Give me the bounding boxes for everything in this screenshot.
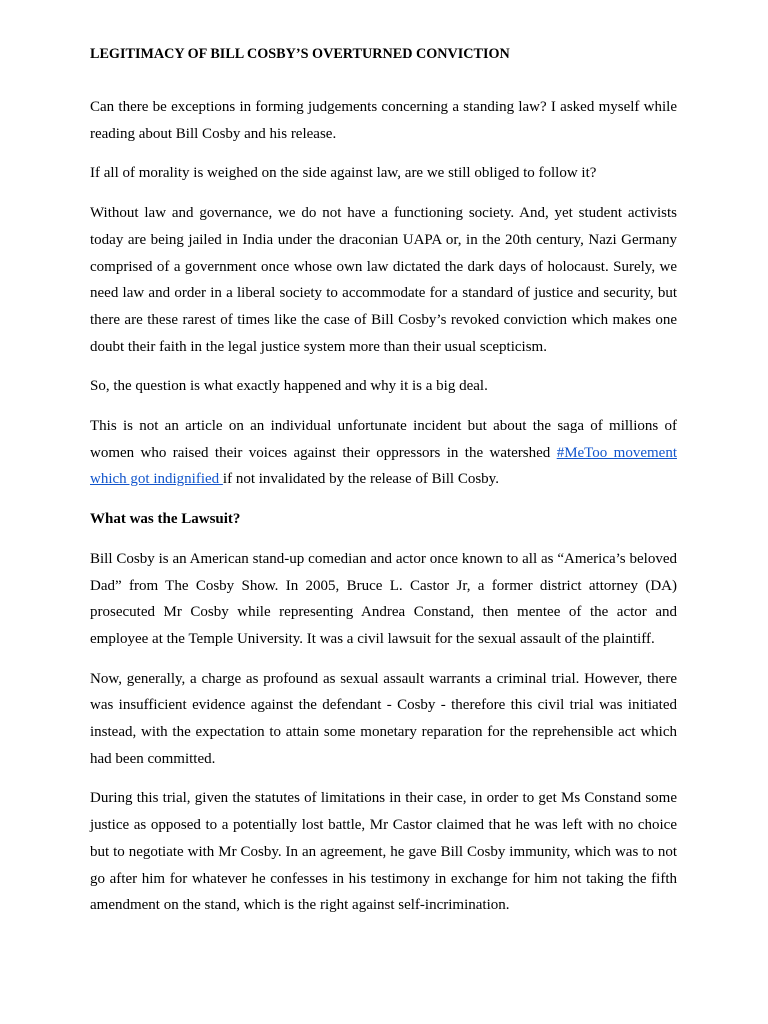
paragraph-metoo-text-before: This is not an article on an individual unfortunate incident but about the saga of millions of women who raised their voices against their oppressors in the watershed xyxy=(90,418,677,461)
document-title: LEGITIMACY OF BILL COSBY’S OVERTURNED CONVICTION xyxy=(90,46,510,62)
spacer xyxy=(90,400,677,413)
spacer xyxy=(90,772,677,785)
spacer xyxy=(90,493,677,506)
paragraph-law-governance: Without law and governance, we do not have a functioning society. And, yet student activists today are being jailed in India under the draconian UAPA or, in the 20th century, Nazi Germany comprised of a government once whose own law dictated the dark days of holocaust. Surely, we need law and order in a liberal society to accommodate for a standard of justice and security, but there are these rarest of times like the case of Bill Cosby’s revoked conviction which makes one doubt their faith in the legal justice system more than their usual scepticism. xyxy=(90,205,677,355)
document-page xyxy=(90,45,677,919)
spacer xyxy=(90,653,677,666)
paragraph-big-deal: So, the question is what exactly happened and why it is a big deal. xyxy=(90,378,488,395)
paragraph-immunity-agreement: During this trial, given the statutes of limitations in their case, in order to get Ms Constand some justice as opposed to a potentially lost battle, Mr Castor claimed that he was left with no choice but to negotiate with Mr Cosby. In an agreement, he gave Bill Cosby immunity, which was to not go after him for whatever he confesses in his testimony in exchange for him not taking the fifth amendment on the stand, which is the right against self-incrimination. xyxy=(90,790,677,914)
spacer xyxy=(90,187,677,200)
metoo-movement-link[interactable]: #MeToo movement which got indignified xyxy=(90,444,677,488)
spacer xyxy=(90,533,677,546)
paragraph-metoo xyxy=(90,413,677,493)
paragraph-civil-trial: Now, generally, a charge as profound as sexual assault warrants a criminal trial. However, there was insufficient evidence against the defendant - Cosby - therefore this civil trial was initiated instead, with the expectation to attain some monetary reparation for the reprehensible act which had been committed. xyxy=(90,670,677,767)
spacer xyxy=(90,147,677,160)
paragraph-intro: Can there be exceptions in forming judgements concerning a standing law? I asked myself while reading about Bill Cosby and his release. xyxy=(90,99,677,142)
paragraph-metoo-text-after: if not invalidated by the release of Bill Cosby. xyxy=(222,471,499,488)
spacer xyxy=(90,63,677,94)
paragraph-cosby-background: Bill Cosby is an American stand-up comedian and actor once known to all as “America’s beloved Dad” from The Cosby Show. In 2005, Bruce L. Castor Jr, a former district attorney (DA) prosecuted Mr Cosby while representing Andrea Constand, then mentee of the actor and employee at the Temple University. It was a civil lawsuit for the sexual assault of the plaintiff. xyxy=(90,550,677,647)
spacer xyxy=(90,360,677,373)
section-heading-lawsuit: What was the Lawsuit? xyxy=(90,511,241,528)
paragraph-morality-question: If all of morality is weighed on the side against law, are we still obliged to follow it? xyxy=(90,165,597,182)
